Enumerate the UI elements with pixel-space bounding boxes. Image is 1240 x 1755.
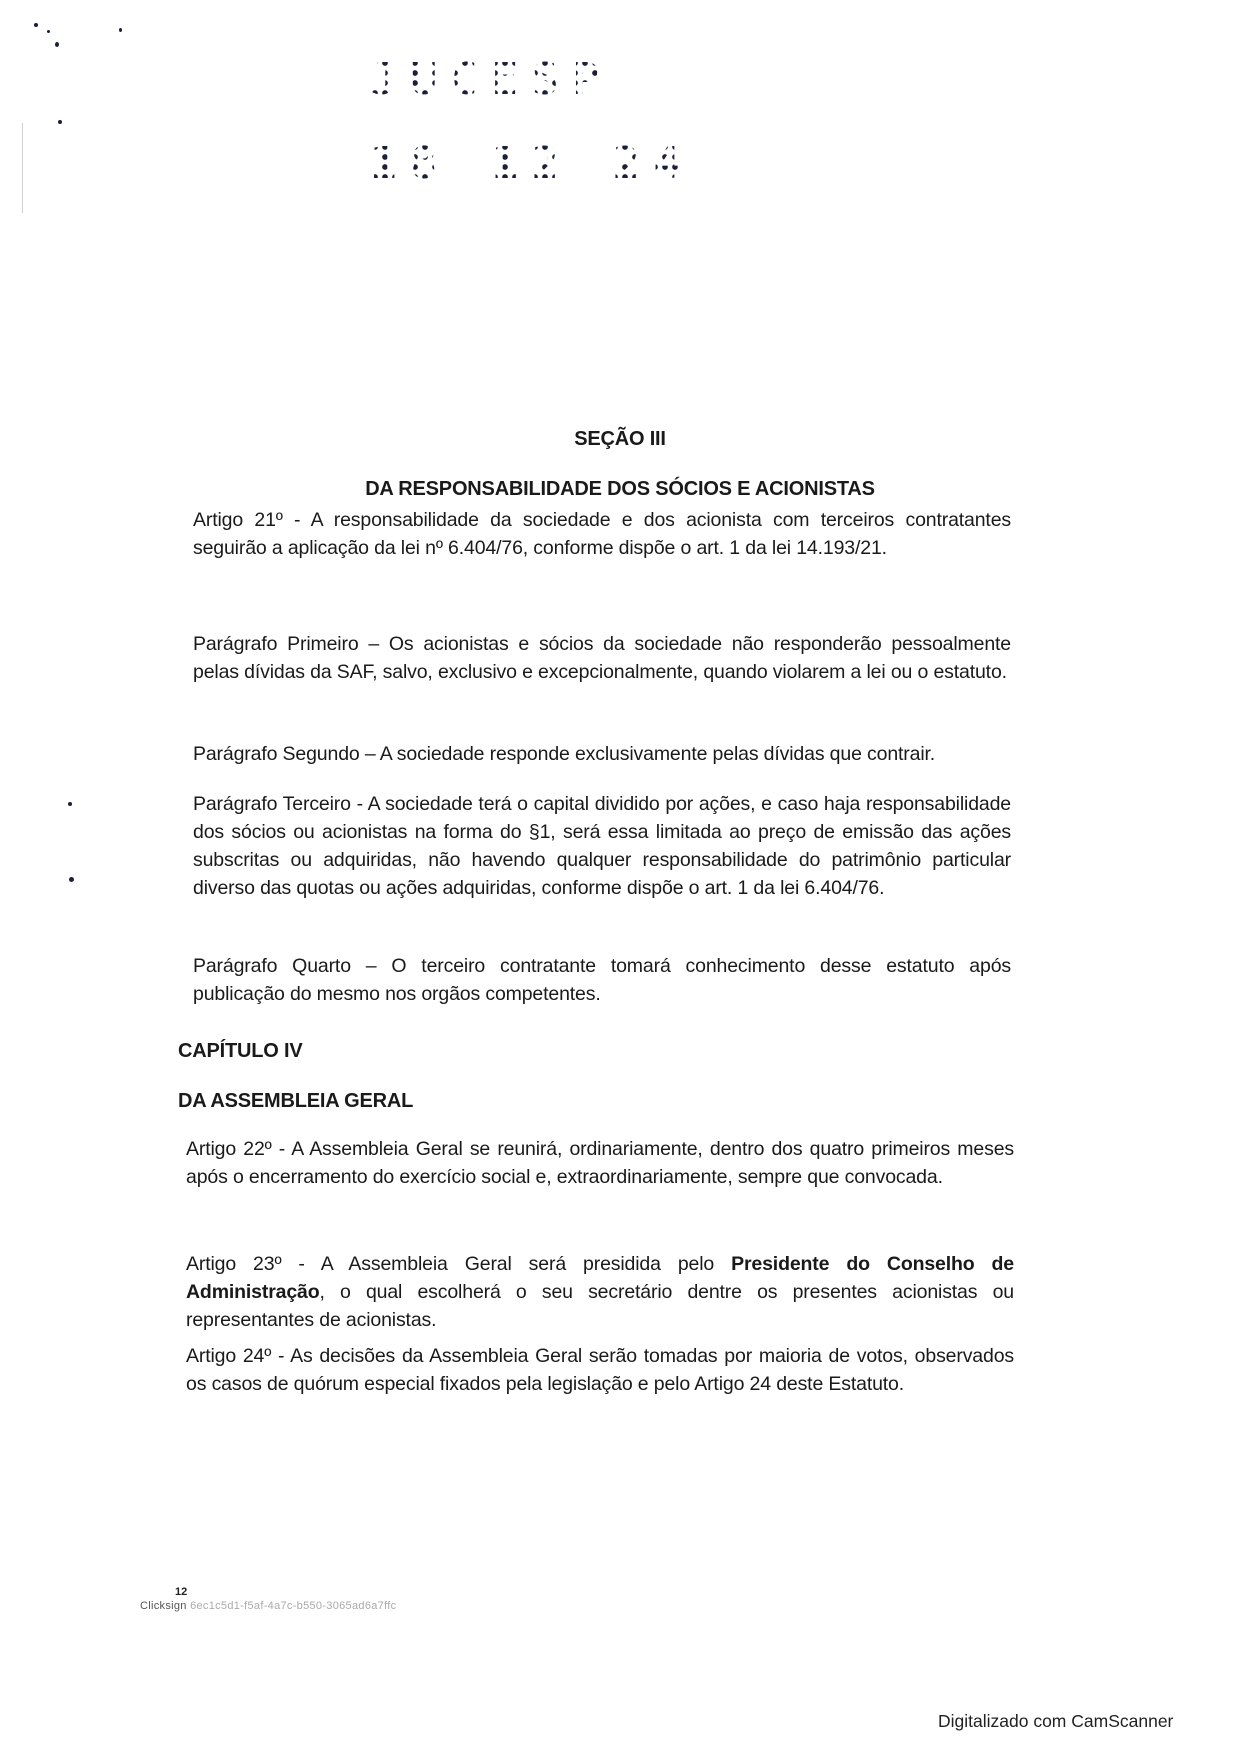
chapter-title: CAPÍTULO IV xyxy=(178,1040,303,1062)
registry-stamp xyxy=(370,38,694,206)
scan-speck xyxy=(47,30,50,33)
paragraph-terceiro: Parágrafo Terceiro - A sociedade terá o capital dividido por ações, e caso haja responsabilidade dos sócios ou acionistas na forma do §1, será essa limitada ao preço de emissão das ações subscritas ou adquiridas, não havendo qualquer responsabilidade do patrimônio particular diverso das quotas ou ações adquiridas, conforme dispõe o art. 1 da lei 6.404/76. xyxy=(193,793,1011,899)
article-23-intro: Artigo 23º - A Assembleia Geral será presidida pelo xyxy=(186,1253,732,1275)
chapter-subtitle: DA ASSEMBLEIA GERAL xyxy=(178,1090,414,1112)
article-22: Artigo 22º - A Assembleia Geral se reunirá, ordinariamente, dentro dos quatro primeiros meses após o encerramento do exercício social e, extraordinariamente, sempre que convocada. xyxy=(186,1138,1014,1188)
scan-edge-line xyxy=(22,123,23,213)
article-23-rest: , o qual escolherá o seu secretário dentre os presentes acionistas ou representantes de acionistas. xyxy=(186,1281,1014,1331)
clicksign-hash: 6ec1c5d1-f5af-4a7c-b550-3065ad6a7ffc xyxy=(190,1600,397,1612)
paragraph-quarto: Parágrafo Quarto – O terceiro contratante tomará conhecimento desse estatuto após publicação do mesmo nos orgãos competentes. xyxy=(193,955,1011,1005)
page-number: 12 xyxy=(175,1586,188,1598)
paragraph-primeiro: Parágrafo Primeiro – Os acionistas e sócios da sociedade não responderão pessoalmente pelas dívidas da SAF, salvo, exclusivo e excepcionalmente, quando violarem a lei ou o estatuto. xyxy=(193,633,1011,683)
scan-speck xyxy=(34,23,38,27)
scan-speck xyxy=(68,802,72,806)
clicksign-signature-footer xyxy=(140,1600,396,1612)
clicksign-label: Clicksign xyxy=(140,1600,187,1612)
article-21: Artigo 21º - A responsabilidade da sociedade e dos acionista com terceiros contratantes seguirão a aplicação da lei nº 6.404/76, conforme dispõe o art. 1 da lei 14.193/21. xyxy=(193,509,1011,559)
stamp-registry-name: JUCESP xyxy=(370,38,694,122)
camscanner-watermark: Digitalizado com CamScanner xyxy=(938,1711,1174,1731)
article-23-bold-title: Presidente do Conselho de Administração xyxy=(186,1253,1014,1303)
article-23 xyxy=(186,1250,1014,1334)
scan-speck xyxy=(119,28,122,32)
article-24: Artigo 24º - As decisões da Assembleia Geral serão tomadas por maioria de votos, observados os casos de quórum especial fixados pela legislação e pelo Artigo 24 deste Estatuto. xyxy=(186,1345,1014,1395)
scan-speck xyxy=(69,877,74,882)
section-subtitle: DA RESPONSABILIDADE DOS SÓCIOS E ACIONISTAS xyxy=(365,478,875,500)
paragraph-segundo: Parágrafo Segundo – A sociedade responde exclusivamente pelas dívidas que contrair. xyxy=(193,743,936,765)
scan-speck xyxy=(58,120,62,124)
scan-speck xyxy=(55,42,59,47)
section-title: SEÇÃO III xyxy=(574,428,666,450)
stamp-date: 18 12 24 xyxy=(370,122,694,206)
